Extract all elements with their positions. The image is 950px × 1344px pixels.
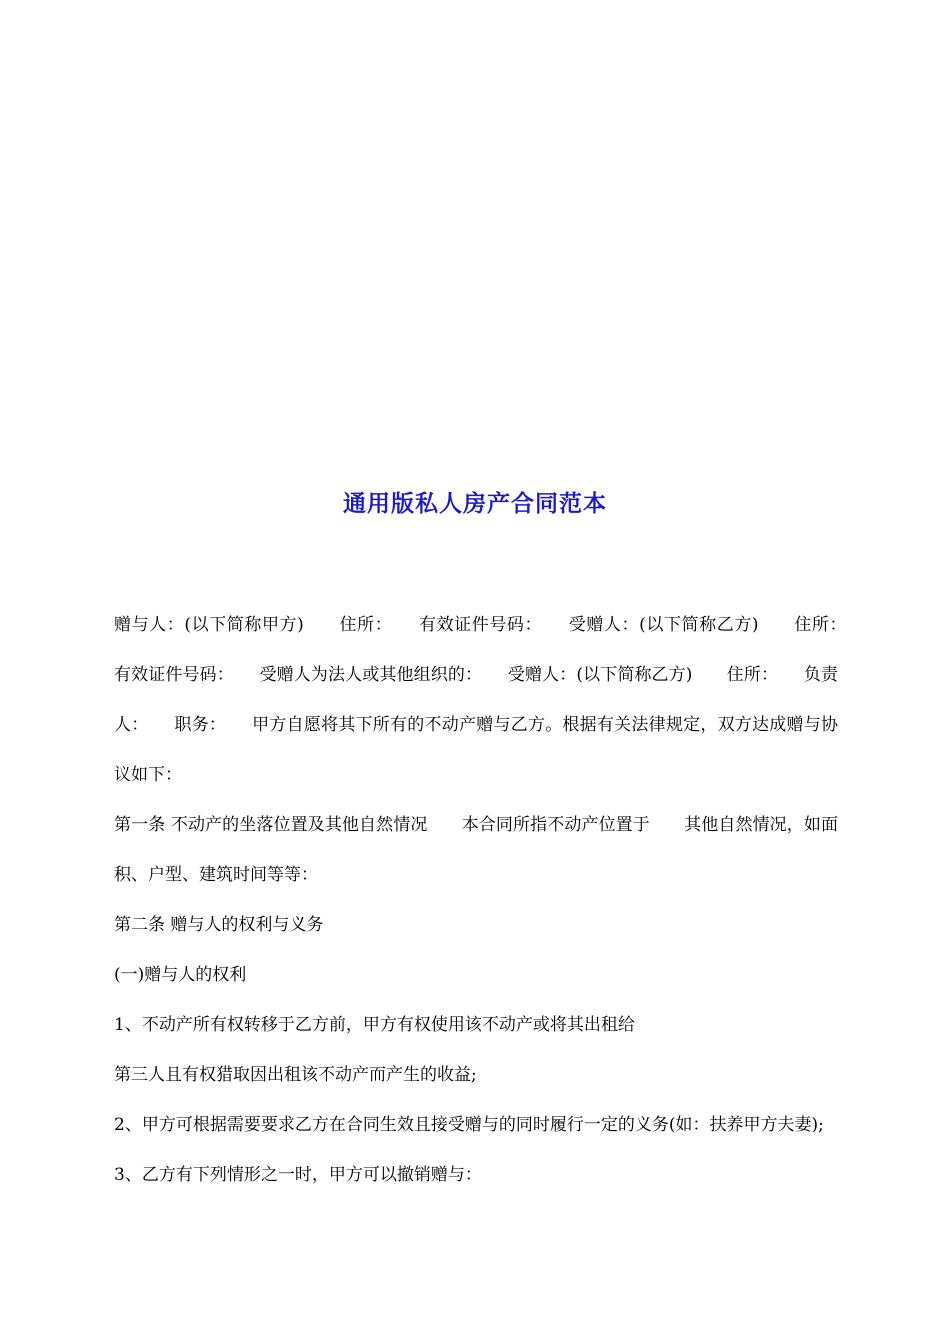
paragraph-donor-rights-heading: (一)赠与人的权利 — [114, 965, 247, 985]
paragraph-parties: 赠与人：(以下简称甲方) 住所： 有效证件号码： 受赠人：(以下简称乙方) 住所： 有效证件号码： 受赠人为法人或其他组织的： 受赠人：(以下简称乙方) 住所： 负责人： 职务： 甲方自愿将其下所有的不动产赠与乙方。根据有关法律规定，双方达成赠与协议如下： — [114, 615, 872, 785]
document-title: 通用版私人房产合同范本 — [343, 490, 607, 517]
paragraph-article-2-heading: 第二条 赠与人的权利与义务 — [114, 915, 324, 935]
paragraph-item-2: 2、甲方可根据需要要求乙方在合同生效且接受赠与的同时履行一定的义务(如：扶养甲方夫妻); — [114, 1115, 824, 1135]
paragraph-article-1: 第一条 不动产的坐落位置及其他自然情况 本合同所指不动产位置于 其他自然情况，如面积、户型、建筑时间等等： — [114, 815, 838, 885]
paragraph-item-3: 3、乙方有下列情形之一时，甲方可以撤销赠与： — [114, 1165, 482, 1185]
document-body — [114, 600, 872, 1200]
paragraph-item-1-continued: 第三人且有权猎取因出租该不动产而产生的收益; — [114, 1065, 477, 1085]
paragraph-item-1: 1、不动产所有权转移于乙方前，甲方有权使用该不动产或将其出租给 — [114, 1015, 635, 1035]
